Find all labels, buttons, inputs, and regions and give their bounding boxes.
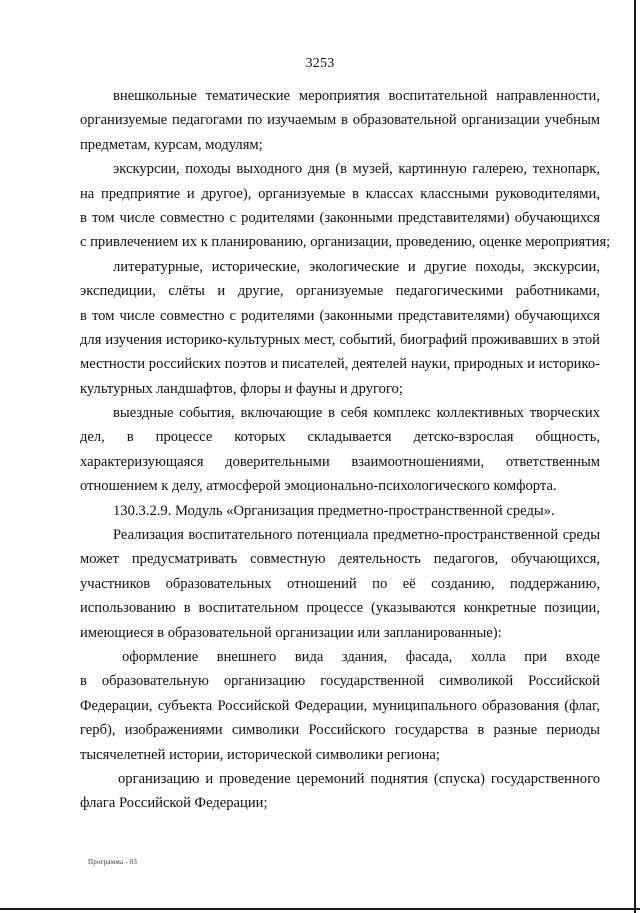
text-line: в образовательную организацию государственной символикой Российской xyxy=(80,673,600,690)
text-line: культурных ландшафтов, флоры и фауны и другого; xyxy=(80,380,403,397)
page-footer: Программа - 03 xyxy=(88,858,138,866)
text-line: организацию и проведение церемоний поднятия (спуска) государственного xyxy=(118,770,600,787)
text-line: местности российских поэтов и писателей, деятелей науки, природных и историко- xyxy=(80,356,600,373)
text-line: экспедиции, слёты и другие, организуемые педагогическими работниками, xyxy=(80,283,600,300)
body-text xyxy=(80,84,611,816)
text-line: использованию в воспитательном процессе (указываются конкретные позиции, xyxy=(80,600,600,617)
text-line: в том числе совместно с родителями (законными представителями) обучающихся xyxy=(80,209,600,226)
text-line: тысячелетней истории, исторической символики региона; xyxy=(80,746,440,763)
text-line: для изучения историко-культурных мест, событий, биографий проживавших в этой xyxy=(80,331,600,348)
text-line: 130.3.2.9. Модуль «Организация предметно-пространственной среды». xyxy=(113,502,555,519)
text-line: может предусматривать совместную деятельность педагогов, обучающихся, xyxy=(80,551,600,568)
text-line: имеющиеся в образовательной организации или запланированные): xyxy=(80,624,502,641)
text-line: выездные события, включающие в себя комплекс коллективных творческих xyxy=(113,405,600,422)
text-line: Федерации, субъекта Российской Федерации, муниципального образования (флаг, xyxy=(80,697,600,714)
text-line: с привлечением их к планированию, организации, проведению, оценке мероприятия; xyxy=(80,234,611,251)
text-line: организуемые педагогами по изучаемым в образовательной организации учебным xyxy=(80,112,600,129)
text-line: участников образовательных отношений по её созданию, поддержанию, xyxy=(80,575,600,592)
text-line: предметам, курсам, модулям; xyxy=(80,136,263,153)
text-line: оформление внешнего вида здания, фасада, холла при входе xyxy=(122,648,600,665)
text-line: в том числе совместно с родителями (законными представителями) обучающихся xyxy=(80,307,600,324)
page-edge-right xyxy=(634,0,636,913)
text-line: экскурсии, походы выходного дня (в музей, картинную галерею, технопарк, xyxy=(113,161,600,178)
text-line: на предприятие и другое), организуемые в классах классными руководителями, xyxy=(80,185,600,202)
text-line: литературные, исторические, экологические и другие походы, экскурсии, xyxy=(113,258,600,275)
text-line: флага Российской Федерации; xyxy=(80,795,268,812)
text-line: отношением к делу, атмосферой эмоционально-психологического комфорта. xyxy=(80,478,557,495)
text-line: дел, в процессе которых складывается детско-взрослая общность, xyxy=(80,429,600,446)
text-line: характеризующаяся доверительными взаимоотношениями, ответственным xyxy=(80,453,600,470)
page-number: 3253 xyxy=(305,56,335,71)
text-line: Реализация воспитательного потенциала предметно-пространственной среды xyxy=(113,527,600,544)
page-edge-bottom xyxy=(0,908,640,910)
text-line: герб), изображениями символики Российского государства в разные периоды xyxy=(80,722,600,739)
text-line: внешкольные тематические мероприятия воспитательной направленности, xyxy=(113,88,600,104)
